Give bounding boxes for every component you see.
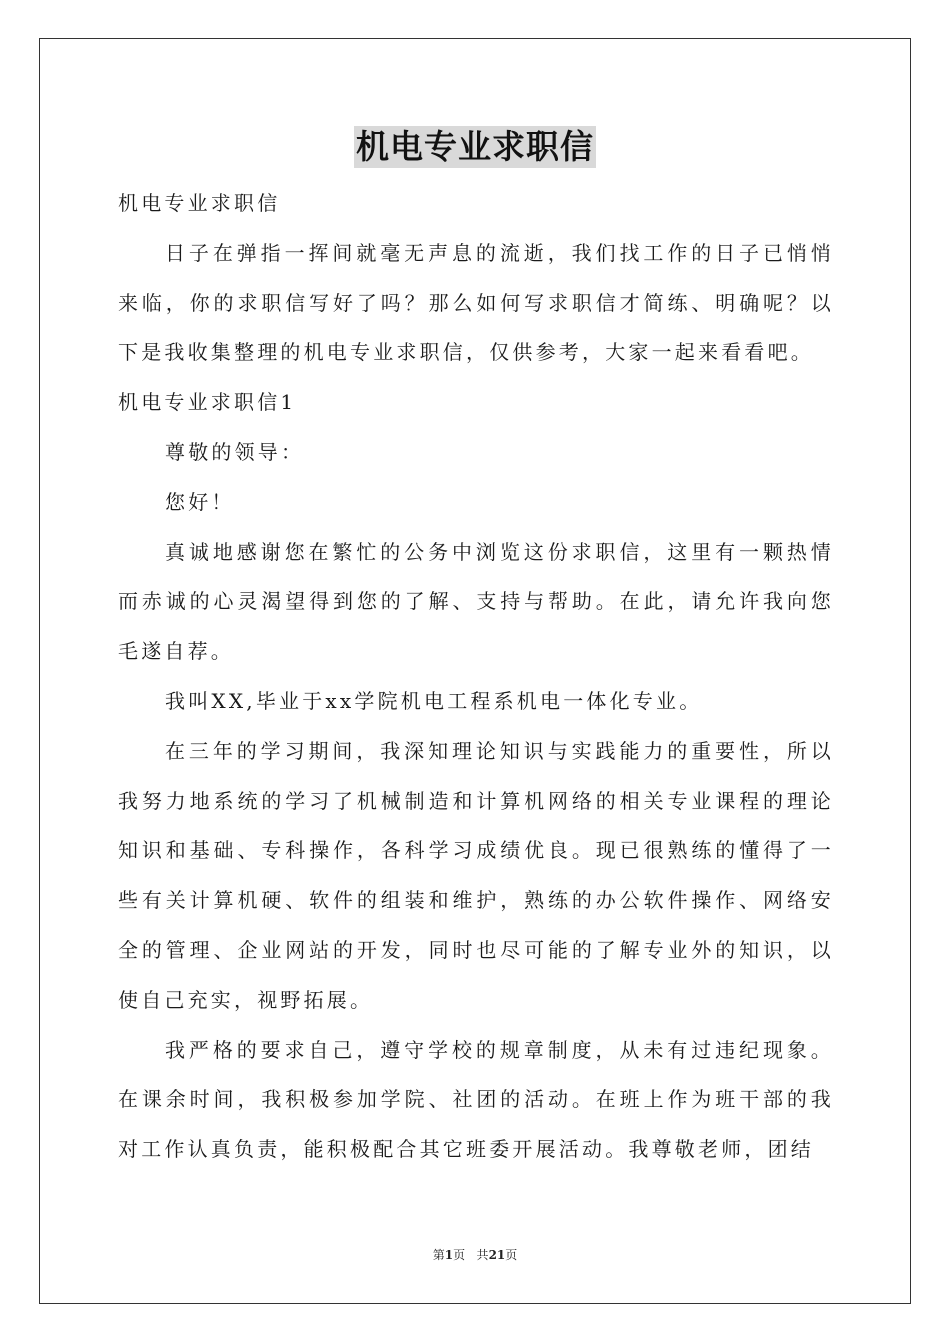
document-title: 机电专业求职信 bbox=[356, 127, 594, 166]
footer-prefix: 第 bbox=[432, 1248, 445, 1262]
footer-page-unit: 页 bbox=[453, 1248, 466, 1262]
greeting: 您好！ bbox=[165, 489, 235, 514]
intro-paragraph: 日子在弹指一挥间就毫无声息的流逝，我们找工作的日子已悄悄来临，你的求职信写好了吗？那么如何写求职信才简练、明确呢？以下是我收集整理的机电专业求职信，仅供参考，大家一起来看看吧。 bbox=[118, 240, 834, 365]
body-paragraph: 我叫XX,毕业于xx学院机电工程系机电一体化专业。 bbox=[165, 688, 703, 713]
body-paragraph: 在三年的学习期间，我深知理论知识与实践能力的重要性，所以我努力地系统的学习了机械制造和计算机网络的相关专业课程的理论知识和基础、专科操作，各科学习成绩优良。现已很熟练的懂得了一些有关计算机硬、软件的组装和维护，熟练的办公软件操作、网络安全的管理、企业网站的开发，同时也尽可能的了解专业外的知识，以使自己充实，视野拓展。 bbox=[118, 738, 834, 1012]
total-pages-number: 21 bbox=[488, 1248, 506, 1262]
subtitle-paragraph: 机电专业求职信 bbox=[118, 191, 281, 215]
title-container bbox=[0, 126, 950, 168]
body-paragraph: 我严格的要求自己，遵守学校的规章制度，从未有过违纪现象。在课余时间，我积极参加学院、社团的活动。在班上作为班干部的我对工作认真负责，能积极配合其它班委开展活动。我尊敬老师，团结 bbox=[118, 1037, 834, 1162]
body-paragraph: 真诚地感谢您在繁忙的公务中浏览这份求职信，这里有一颗热情而赤诚的心灵渴望得到您的了解、支持与帮助。在此，请允许我向您毛遂自荐。 bbox=[118, 539, 834, 664]
section-heading: 机电专业求职信1 bbox=[118, 390, 297, 415]
footer-total-unit: 页 bbox=[505, 1248, 518, 1262]
salutation: 尊敬的领导： bbox=[165, 439, 305, 464]
document-body bbox=[118, 179, 834, 1175]
footer-total-prefix: 共 bbox=[476, 1248, 489, 1262]
page-footer bbox=[0, 1246, 950, 1263]
current-page-number: 1 bbox=[444, 1248, 454, 1262]
